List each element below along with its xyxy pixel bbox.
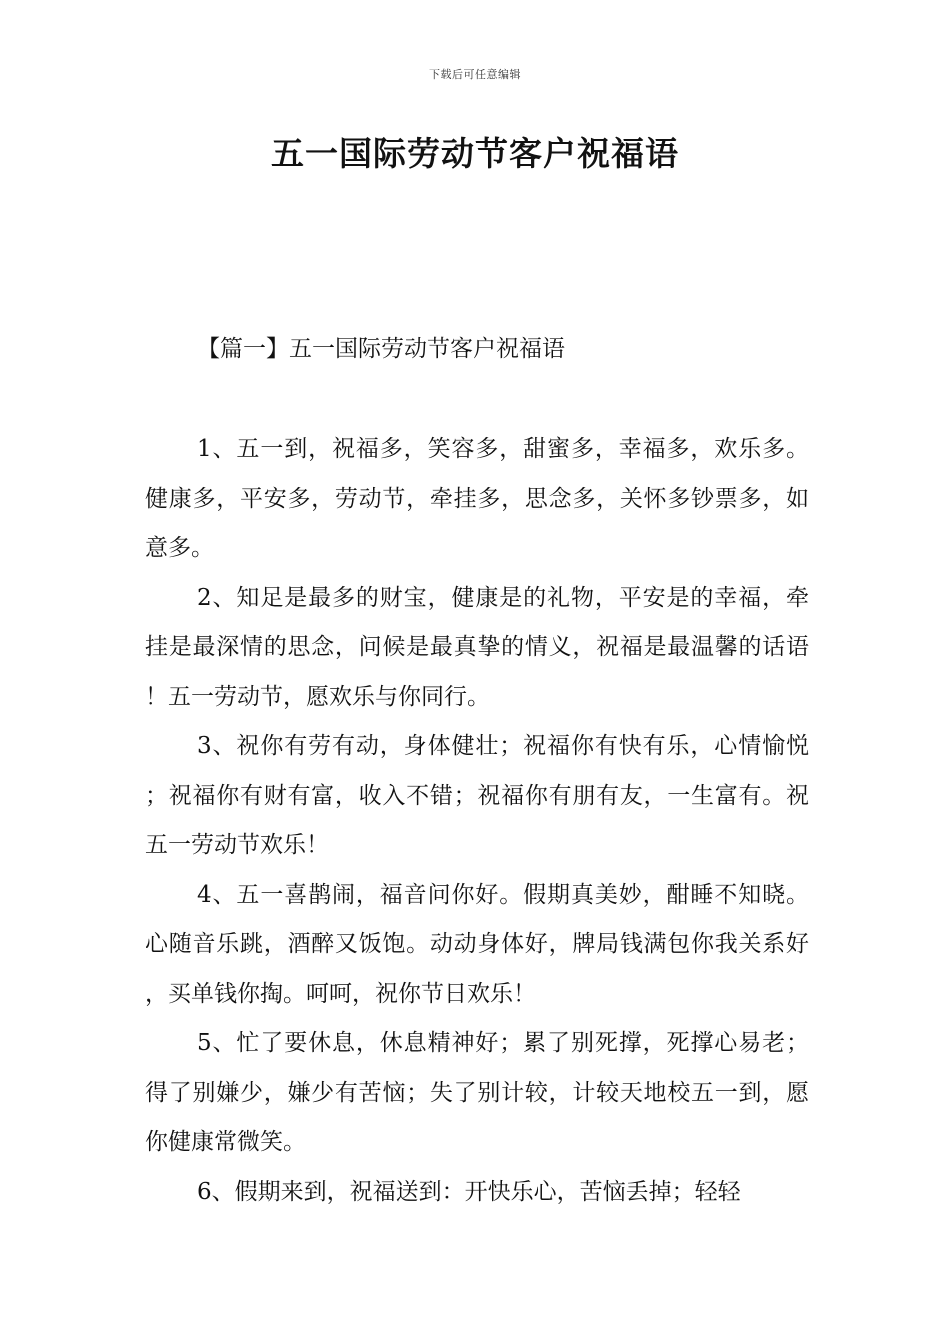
section-heading: 【篇一】五一国际劳动节客户祝福语 [197, 336, 565, 362]
paragraph-5: 5、忙了要休息，休息精神好；累了别死撑，死撑心易老；得了别嫌少，嫌少有苦恼；失了别计较，计较天地校五一到，愿你健康常微笑。 [145, 1030, 809, 1155]
paragraph-2: 2、知足是最多的财宝，健康是的礼物，平安是的幸福，牵挂是最深情的思念，问候是最真挚的情义，祝福是最温馨的话语！五一劳动节，愿欢乐与你同行。 [145, 584, 809, 710]
paragraph-1: 1、五一到，祝福多，笑容多，甜蜜多，幸福多，欢乐多。健康多，平安多，劳动节，牵挂多，思念多，关怀多钞票多，如意多。 [145, 436, 809, 561]
paragraph-4: 4、五一喜鹊闹，福音问你好。假期真美妙，酣睡不知晓。心随音乐跳，酒醉又饭饱。动动身体好，牌局钱满包你我关系好，买单钱你掏。呵呵，祝你节日欢乐！ [145, 881, 809, 1007]
paragraph-6: 6、假期来到，祝福送到：开快乐心，苦恼丢掉；轻轻 [197, 1178, 741, 1205]
document-title: 五一国际劳动节客户祝福语 [271, 134, 679, 173]
paragraph-3: 3、祝你有劳有动，身体健壮；祝福你有快有乐，心情愉悦；祝福你有财有富，收入不错；祝福你有朋有友，一生富有。祝五一劳动节欢乐！ [145, 733, 809, 858]
body-text [145, 425, 809, 1217]
header-note: 下载后可任意编辑 [429, 68, 521, 81]
